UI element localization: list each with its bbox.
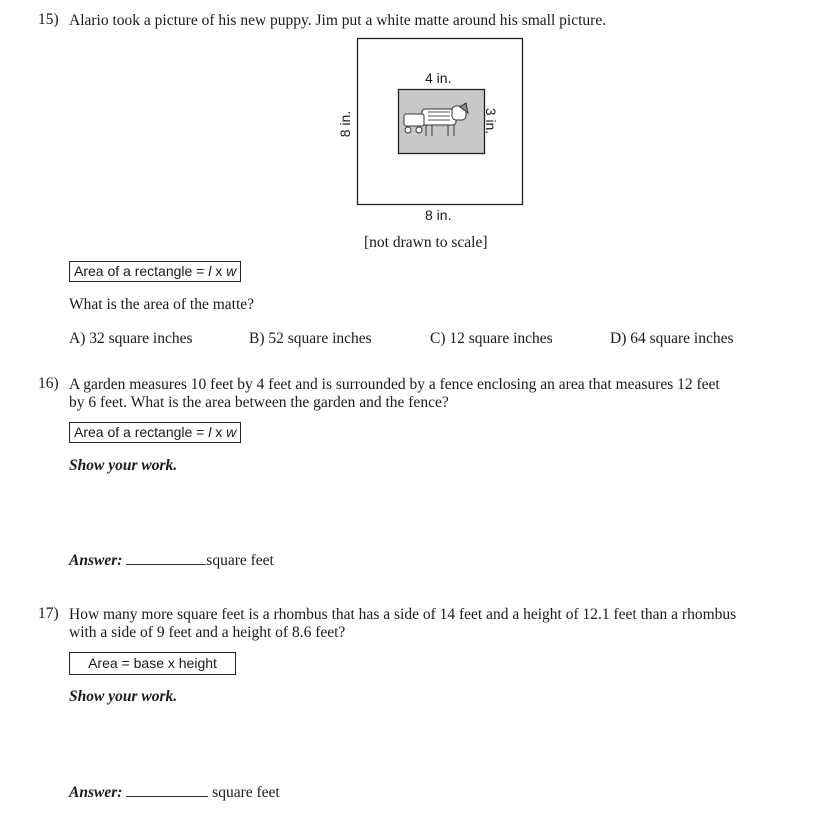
- q17-number: 17): [38, 605, 59, 622]
- formula-text: Area of a rectangle =: [74, 263, 209, 279]
- q15-question: What is the area of the matte?: [69, 296, 255, 313]
- formula-text: Area of a rectangle =: [74, 424, 209, 440]
- choice-d[interactable]: D) 64 square inches: [610, 330, 734, 347]
- q15-number: 15): [38, 11, 59, 28]
- formula-x: x: [211, 424, 227, 440]
- formula-l: l: [208, 424, 212, 440]
- q15-text: Alario took a picture of his new puppy. Jim put a white matte around his small picture.: [69, 12, 607, 29]
- label-right-3in: 3 in.: [483, 107, 500, 135]
- label-bottom-8in: 8 in.: [425, 207, 452, 223]
- choice-a[interactable]: A) 32 square inches: [69, 330, 193, 347]
- formula-w: w: [226, 424, 237, 440]
- choice-b[interactable]: B) 52 square inches: [249, 330, 372, 347]
- choice-c[interactable]: C) 12 square inches: [430, 330, 553, 347]
- not-to-scale-note: [not drawn to scale]: [364, 234, 488, 251]
- q16-text-line2: by 6 feet. What is the area between the garden and the fence?: [69, 394, 449, 411]
- formula-w: w: [226, 263, 237, 279]
- formula-l: l: [208, 263, 212, 279]
- q17-show-work: Show your work.: [69, 688, 178, 705]
- q15-formula-box: [69, 261, 241, 282]
- answer-blank[interactable]: [126, 550, 206, 565]
- answer-label: Answer:: [69, 784, 123, 801]
- answer-unit: square feet: [206, 552, 274, 569]
- q17-text-line2: with a side of 9 feet and a height of 8.6 feet?: [69, 624, 346, 641]
- label-top-4in: 4 in.: [425, 70, 452, 86]
- q17-answer-line: [69, 782, 280, 801]
- q16-text-line1: A garden measures 10 feet by 4 feet and is surrounded by a fence enclosing an area that measures 12 feet: [69, 376, 720, 393]
- q16-number: 16): [38, 375, 59, 392]
- q17-formula-box: Area = base x height: [69, 652, 236, 675]
- formula-x: x: [211, 263, 227, 279]
- answer-unit: square feet: [212, 784, 280, 801]
- q16-formula-box: [69, 422, 241, 443]
- matte-diagram: [340, 36, 530, 212]
- q16-answer-line: [69, 550, 274, 569]
- answer-blank[interactable]: [126, 782, 208, 797]
- q16-show-work: Show your work.: [69, 457, 178, 474]
- q17-text-line1: How many more square feet is a rhombus that has a side of 14 feet and a height of 12.1 feet than a rhombus: [69, 606, 737, 623]
- answer-label: Answer:: [69, 552, 123, 569]
- label-left-8in: 8 in.: [337, 110, 354, 138]
